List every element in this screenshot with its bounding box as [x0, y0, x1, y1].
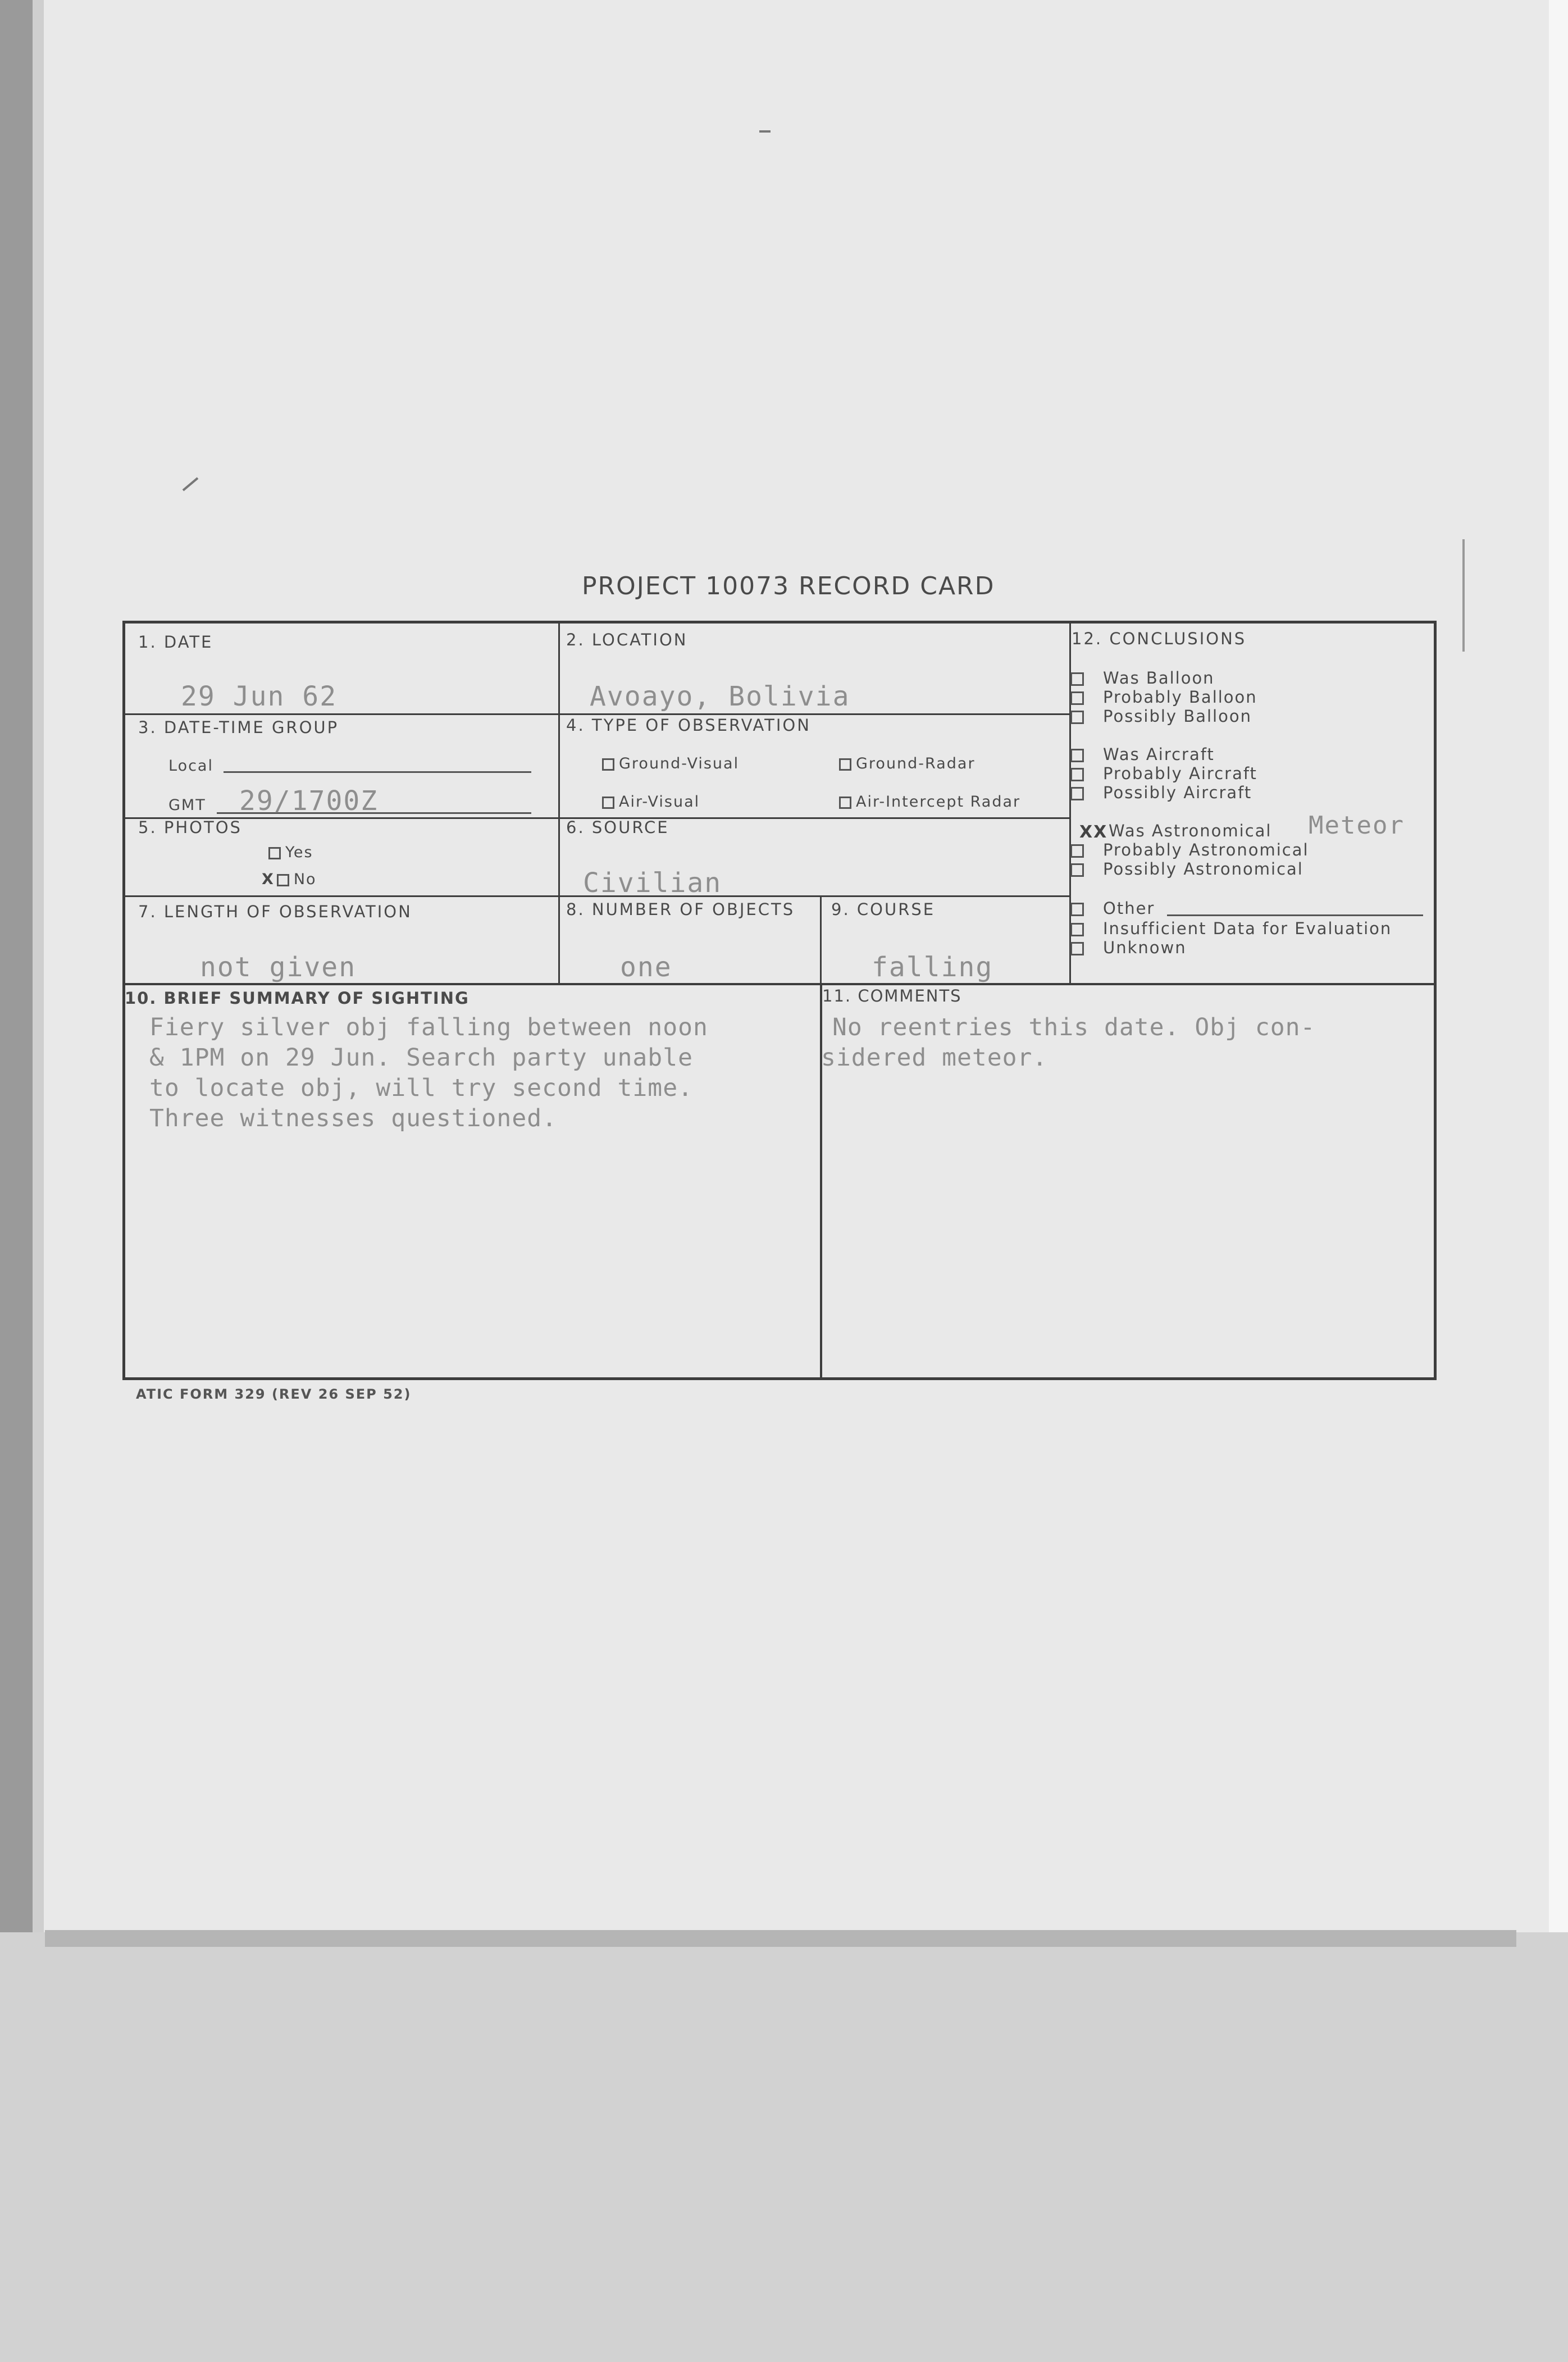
checkbox-icon	[277, 874, 289, 886]
length-of-observation-label: 7. LENGTH OF OBSERVATION	[138, 902, 412, 921]
checkbox-icon	[1070, 923, 1084, 936]
film-bottom-band-edge	[45, 1930, 1516, 1947]
number-of-objects-value: one	[620, 952, 672, 983]
divider-row-4	[125, 983, 1434, 985]
local-underline	[224, 771, 531, 773]
conclusion-insufficient-data[interactable]: Insufficient Data for Evaluation	[1070, 919, 1392, 938]
conclusion-was-balloon[interactable]: Was Balloon	[1070, 668, 1215, 688]
gmt-label: GMT	[168, 797, 206, 814]
form-number: ATIC FORM 329 (REV 26 SEP 52)	[136, 1386, 412, 1402]
checkbox-icon	[1070, 844, 1084, 858]
option-ground-radar[interactable]: Ground-Radar	[839, 755, 976, 772]
local-label: Local	[168, 757, 213, 775]
conclusion-probably-aircraft[interactable]: Probably Aircraft	[1070, 764, 1257, 783]
location-label: 2. LOCATION	[566, 630, 688, 649]
summary-line: Three witnesses questioned.	[149, 1104, 557, 1132]
checkbox-icon	[1070, 942, 1084, 955]
conclusion-was-astronomical[interactable]: XXWas Astronomical	[1079, 821, 1272, 842]
number-of-objects-label: 8. NUMBER OF OBJECTS	[566, 900, 795, 919]
photos-no-mark: X	[262, 871, 275, 888]
checkbox-icon	[1070, 711, 1084, 724]
divider-row-1	[125, 713, 1070, 715]
checked-mark: XX	[1079, 822, 1108, 842]
photos-no-option[interactable]: X No	[262, 871, 317, 888]
checkbox-icon	[1070, 749, 1084, 762]
stray-mark	[1462, 539, 1465, 652]
date-value: 29 Jun 62	[181, 681, 338, 712]
checkbox-icon	[1070, 863, 1084, 877]
film-bottom-band	[0, 1932, 1568, 2362]
summary-line: Fiery silver obj falling between noon	[149, 1013, 708, 1041]
checkbox-icon	[602, 758, 614, 771]
course-label: 9. COURSE	[831, 900, 936, 919]
course-value: falling	[872, 952, 993, 983]
form-title: PROJECT 10073 RECORD CARD	[582, 572, 995, 600]
checkbox-icon	[839, 797, 851, 809]
summary-label: 10. BRIEF SUMMARY OF SIGHTING	[125, 989, 470, 1008]
conclusion-unknown[interactable]: Unknown	[1070, 938, 1187, 957]
divider-col-1	[558, 624, 560, 983]
summary-line: & 1PM on 29 Jun. Search party unable	[149, 1044, 693, 1072]
option-air-visual[interactable]: Air-Visual	[602, 793, 700, 811]
comments-line: sidered meteor.	[821, 1044, 1048, 1072]
astronomical-note: Meteor	[1309, 811, 1405, 840]
checkbox-icon	[268, 847, 281, 859]
checkbox-icon	[1070, 787, 1084, 800]
conclusion-possibly-balloon[interactable]: Possibly Balloon	[1070, 707, 1252, 726]
checkbox-icon	[1070, 691, 1084, 705]
conclusion-probably-astronomical[interactable]: Probably Astronomical	[1070, 840, 1309, 859]
conclusion-possibly-astronomical[interactable]: Possibly Astronomical	[1070, 859, 1303, 879]
conclusion-was-aircraft[interactable]: Was Aircraft	[1070, 745, 1215, 764]
divider-course	[820, 895, 822, 983]
checkbox-icon	[602, 797, 614, 809]
source-value: Civilian	[583, 867, 722, 899]
option-air-intercept-radar[interactable]: Air-Intercept Radar	[839, 793, 1020, 811]
gmt-value: 29/1700Z	[239, 785, 379, 817]
comments-label: 11. COMMENTS	[822, 986, 962, 1005]
checkbox-icon	[1070, 903, 1084, 916]
summary-line: to locate obj, will try second time.	[149, 1074, 693, 1102]
option-ground-visual[interactable]: Ground-Visual	[602, 755, 739, 772]
stray-mark	[183, 477, 199, 491]
source-label: 6. SOURCE	[566, 818, 669, 837]
photos-yes-option[interactable]: Yes	[268, 844, 313, 861]
conclusion-probably-balloon[interactable]: Probably Balloon	[1070, 688, 1257, 707]
date-time-group-label: 3. DATE-TIME GROUP	[138, 718, 339, 737]
conclusions-label: 12. CONCLUSIONS	[1072, 629, 1247, 648]
checkbox-icon	[1070, 672, 1084, 686]
other-underline	[1167, 914, 1423, 916]
date-label: 1. DATE	[138, 632, 213, 652]
type-of-observation-label: 4. TYPE OF OBSERVATION	[566, 716, 811, 735]
photos-label: 5. PHOTOS	[138, 818, 242, 837]
conclusion-other[interactable]: Other	[1070, 899, 1155, 918]
checkbox-icon	[839, 758, 851, 771]
length-of-observation-value: not given	[200, 952, 357, 983]
checkbox-icon	[1070, 768, 1084, 781]
location-value: Avoayo, Bolivia	[590, 681, 850, 712]
stray-mark	[759, 130, 771, 133]
conclusion-possibly-aircraft[interactable]: Possibly Aircraft	[1070, 783, 1252, 802]
comments-line: No reentries this date. Obj con-	[832, 1013, 1316, 1041]
